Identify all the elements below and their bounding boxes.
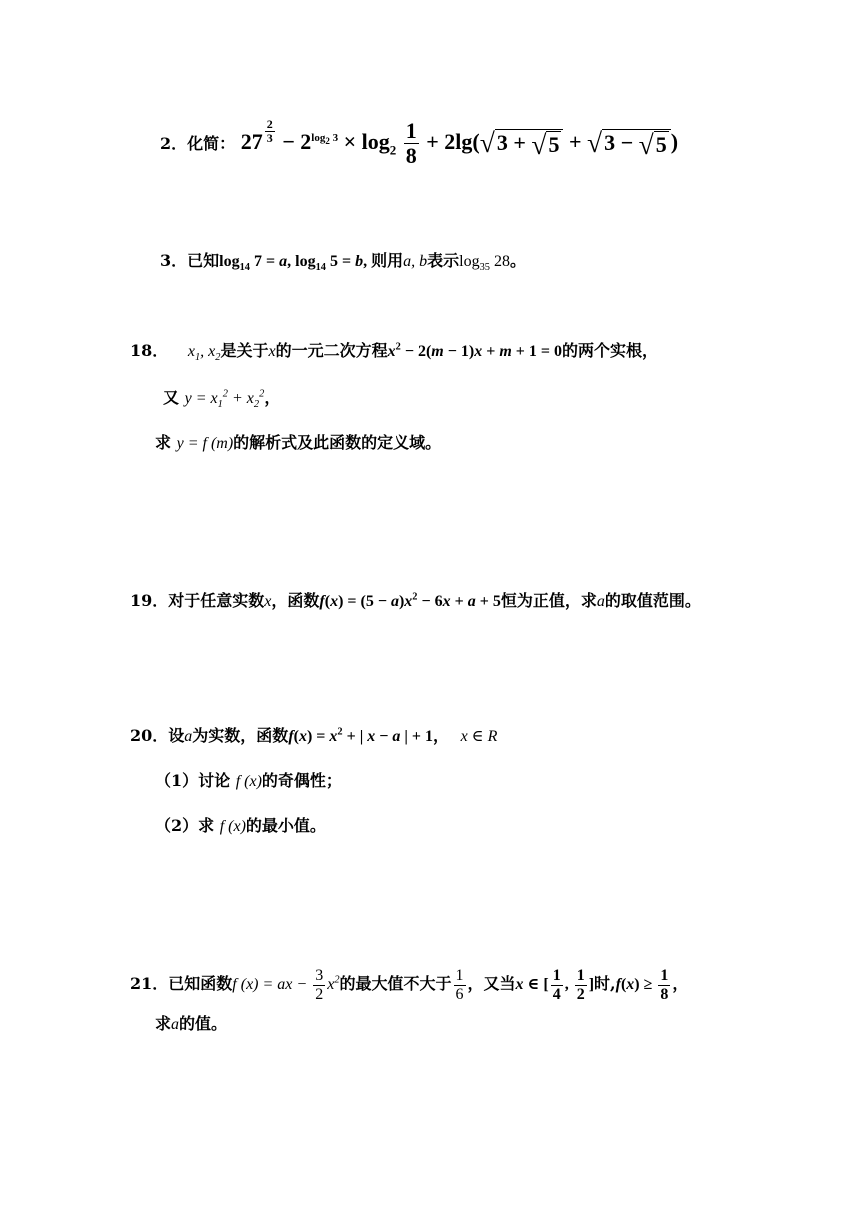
problem-21-function: f (x) = ax − $\frac{3}{2}$ $x^2$ — [232, 967, 340, 1003]
problem-2-prefix: 化简： — [187, 134, 236, 153]
problem-19 — [130, 591, 701, 612]
problem-18-var-x: x — [268, 343, 276, 360]
problem-21-number: 21． — [130, 974, 169, 993]
problem-18-number: 18． — [130, 341, 169, 360]
problem-18-text-a: 是关于 — [220, 341, 269, 360]
problem-21-condition: f(x) ≥ $\frac{1}{8}$ — [615, 967, 669, 1003]
problem-20-domain: x ∈ R — [460, 728, 498, 745]
problem-20-part-2-text: 的最小值。 — [245, 816, 326, 835]
problem-21-var-a: a — [171, 1016, 180, 1033]
problem-19-var-x: x — [264, 593, 272, 610]
problem-19-function: $f(x) = (5 - a)x^2 - 6x + a + 5$ — [319, 591, 501, 610]
problem-18-text-b: 的一元二次方程 — [275, 341, 388, 360]
problem-20-part-1 — [155, 771, 342, 792]
problem-18-line-2 — [163, 388, 280, 409]
problem-18-text-e: ， — [264, 388, 281, 407]
problem-18-roots: $x_1$, $x_2$ — [187, 343, 221, 364]
problem-19-text-d: 的取值范围。 — [604, 591, 701, 610]
problem-21-text-e: ， — [672, 974, 689, 993]
problem-21-text-b: 的最大值不大于 — [339, 974, 452, 993]
problem-21-text-f: 求 — [155, 1014, 172, 1033]
problem-19-text-c: 恒为正值，求 — [500, 591, 597, 610]
problem-20-part-1-text: 的奇偶性； — [261, 771, 342, 790]
problem-18-fm: y = f (m) — [176, 435, 234, 452]
problem-20-part-2 — [155, 816, 326, 837]
problem-18-line-1 — [130, 341, 658, 362]
problem-21-text-g: 的值。 — [179, 1014, 228, 1033]
problem-3-end: 。 — [509, 251, 526, 270]
problem-21-line-1 — [130, 962, 688, 1006]
problem-18-text-f: 求 — [155, 433, 172, 452]
problem-18-line-3 — [155, 433, 441, 454]
problem-18-y-def: $y = x_1^2 + x_2^2$ — [184, 388, 265, 411]
problem-20 — [130, 726, 497, 747]
problem-3-text-a: 已知 — [187, 251, 220, 270]
problem-3-text-c: 表示 — [427, 251, 460, 270]
problem-20-var-a: a — [184, 728, 193, 745]
problem-18-text-d: 又 — [163, 388, 180, 407]
problem-21-interval: x ∈ [ $\frac{1}{4}$ , $\frac{1}{2}$ ] — [515, 967, 595, 1003]
problem-19-var-a: a — [596, 593, 605, 610]
problem-20-part-1-fx: f (x) — [235, 773, 262, 790]
problem-21-text-a: 已知函数 — [168, 974, 233, 993]
problem-19-number: 19． — [130, 591, 169, 610]
problem-20-function: $f(x) = x^2$ + | x − a | + 1 — [288, 726, 434, 745]
problem-21-line-2 — [155, 1014, 227, 1035]
problem-2 — [160, 117, 679, 169]
problem-20-part-1-label: （1）讨论 — [155, 771, 231, 790]
problem-2-expression: 27 $^{\frac{2}{3}}$ − $2^{log_2 3} \times \log_2$ $\frac{1}{8}$ + 2lg( √ 3 + √ 5 + √ 3 − √ 5 ) — [240, 117, 679, 169]
problem-20-text-a: 设 — [168, 726, 185, 745]
problem-3-target: $\log_{35} 28$ — [459, 253, 510, 274]
problem-20-part-2-fx: f (x) — [219, 818, 246, 835]
problem-19-text-a: 对于任意实数 — [168, 591, 265, 610]
problem-21-text-c: ，又当 — [467, 974, 516, 993]
problem-21-bound: $\frac{1}{6}$ — [455, 967, 464, 1003]
problem-21-text-d: 时, — [594, 974, 616, 993]
problem-20-text-c: ， — [433, 726, 450, 745]
problem-20-part-2-label: （2）求 — [155, 816, 215, 835]
problem-2-number: 2． — [160, 134, 188, 153]
problem-3 — [160, 251, 526, 272]
problem-18-text-c: 的两个实根， — [562, 341, 659, 360]
problem-3-given: $\log_{14} 7 = a$, $\log_{14} 5 = b$, — [219, 253, 372, 274]
problem-3-text-b: 则用 — [371, 251, 404, 270]
problem-3-vars: a, b — [403, 253, 428, 270]
problem-18-equation: $x^2 - 2(m - 1)x + m + 1 = 0$ — [387, 341, 562, 360]
problem-3-number: 3． — [160, 251, 188, 270]
problem-19-text-b: ，函数 — [271, 591, 320, 610]
problem-20-number: 20． — [130, 726, 169, 745]
problem-20-text-b: 为实数，函数 — [192, 726, 289, 745]
problem-18-text-g: 的解析式及此函数的定义域。 — [233, 433, 442, 452]
